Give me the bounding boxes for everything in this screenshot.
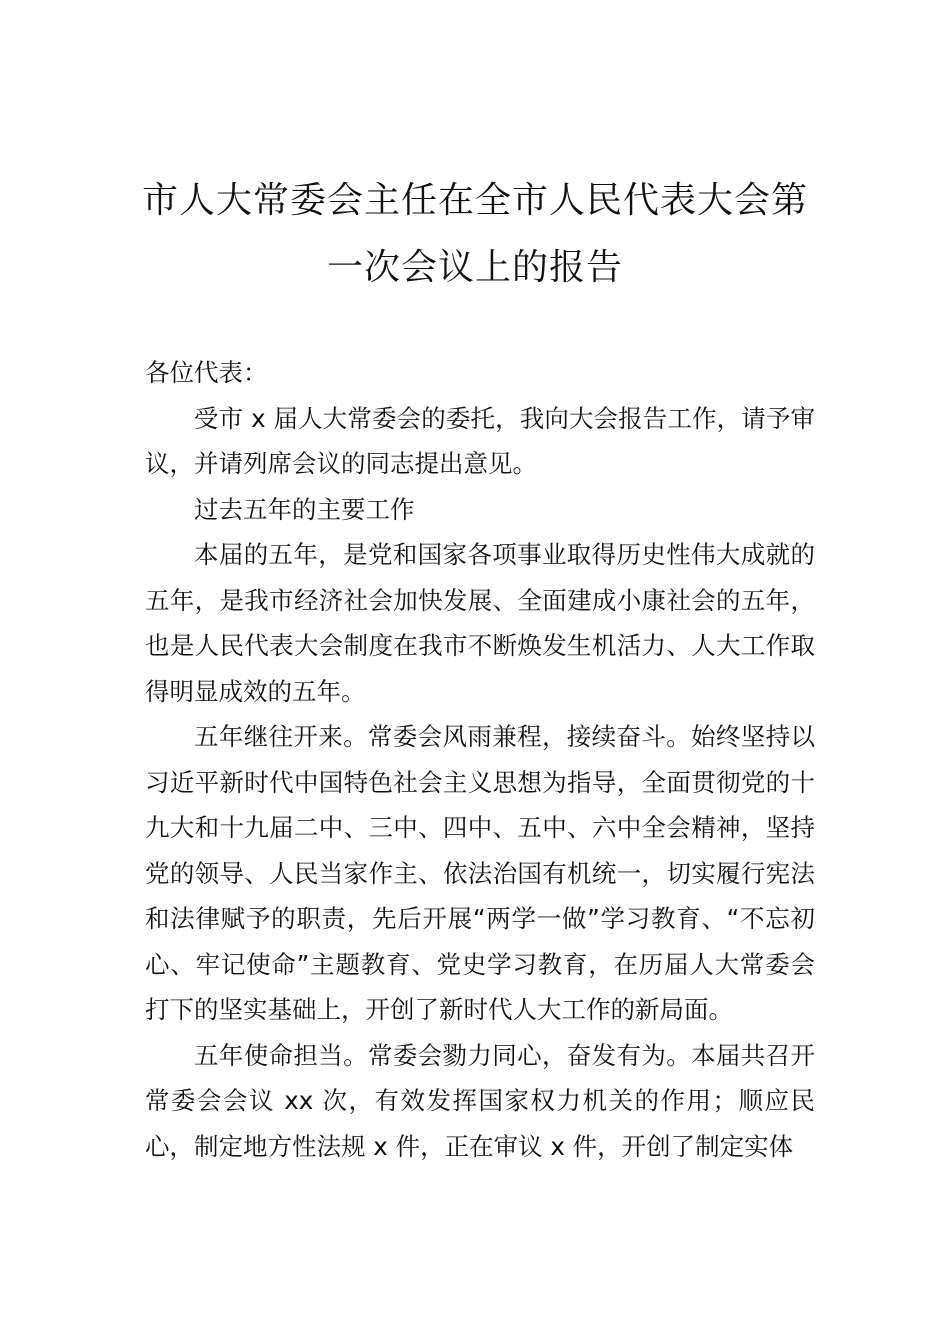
paragraph-mission: 五年使命担当。常委会勠力同心，奋发有为。本届共召开常委会会议 xx 次，有效发挥国家权力机关的作用；顺应民心，制定地方性法规 x 件，正在审议 x 件，开创了制定实体 [145,1040,815,1161]
paragraph-entrustment: 受市 x 届人大常委会的委托，我向大会报告工作，请予审议，并请列席会议的同志提出意见。 [145,403,815,478]
salutation: 各位代表： [145,358,268,387]
document-title-line-1: 市人大常委会主任在全市人民代表大会第 [141,180,808,221]
paragraph-five-years: 本届的五年，是党和国家各项事业取得历史性伟大成就的五年，是我市经济社会加快发展、全面建成小康社会的五年，也是人民代表大会制度在我市不断焕发生机活力、人大工作取得明显成效的五年。 [145,540,815,706]
paragraph-continuity: 五年继往开来。常委会风雨兼程，接续奋斗。始终坚持以习近平新时代中国特色社会主义思想为指导，全面贯彻党的十九大和十九届二中、三中、四中、五中、六中全会精神，坚持党的领导、人民当家作主、依法治国有机统一，切实履行宪法和法律赋予的职责，先后开展“两学一做”学习教育、“不忘初心、牢记使命”主题教育、党史学习教育，在历届人大常委会打下的坚实基础上，开创了新时代人大工作的新局面。 [145,722,815,1024]
document-body [145,350,815,1169]
section-heading: 过去五年的主要工作 [194,494,415,524]
document-title-line-2: 一次会议上的报告 [326,247,623,288]
